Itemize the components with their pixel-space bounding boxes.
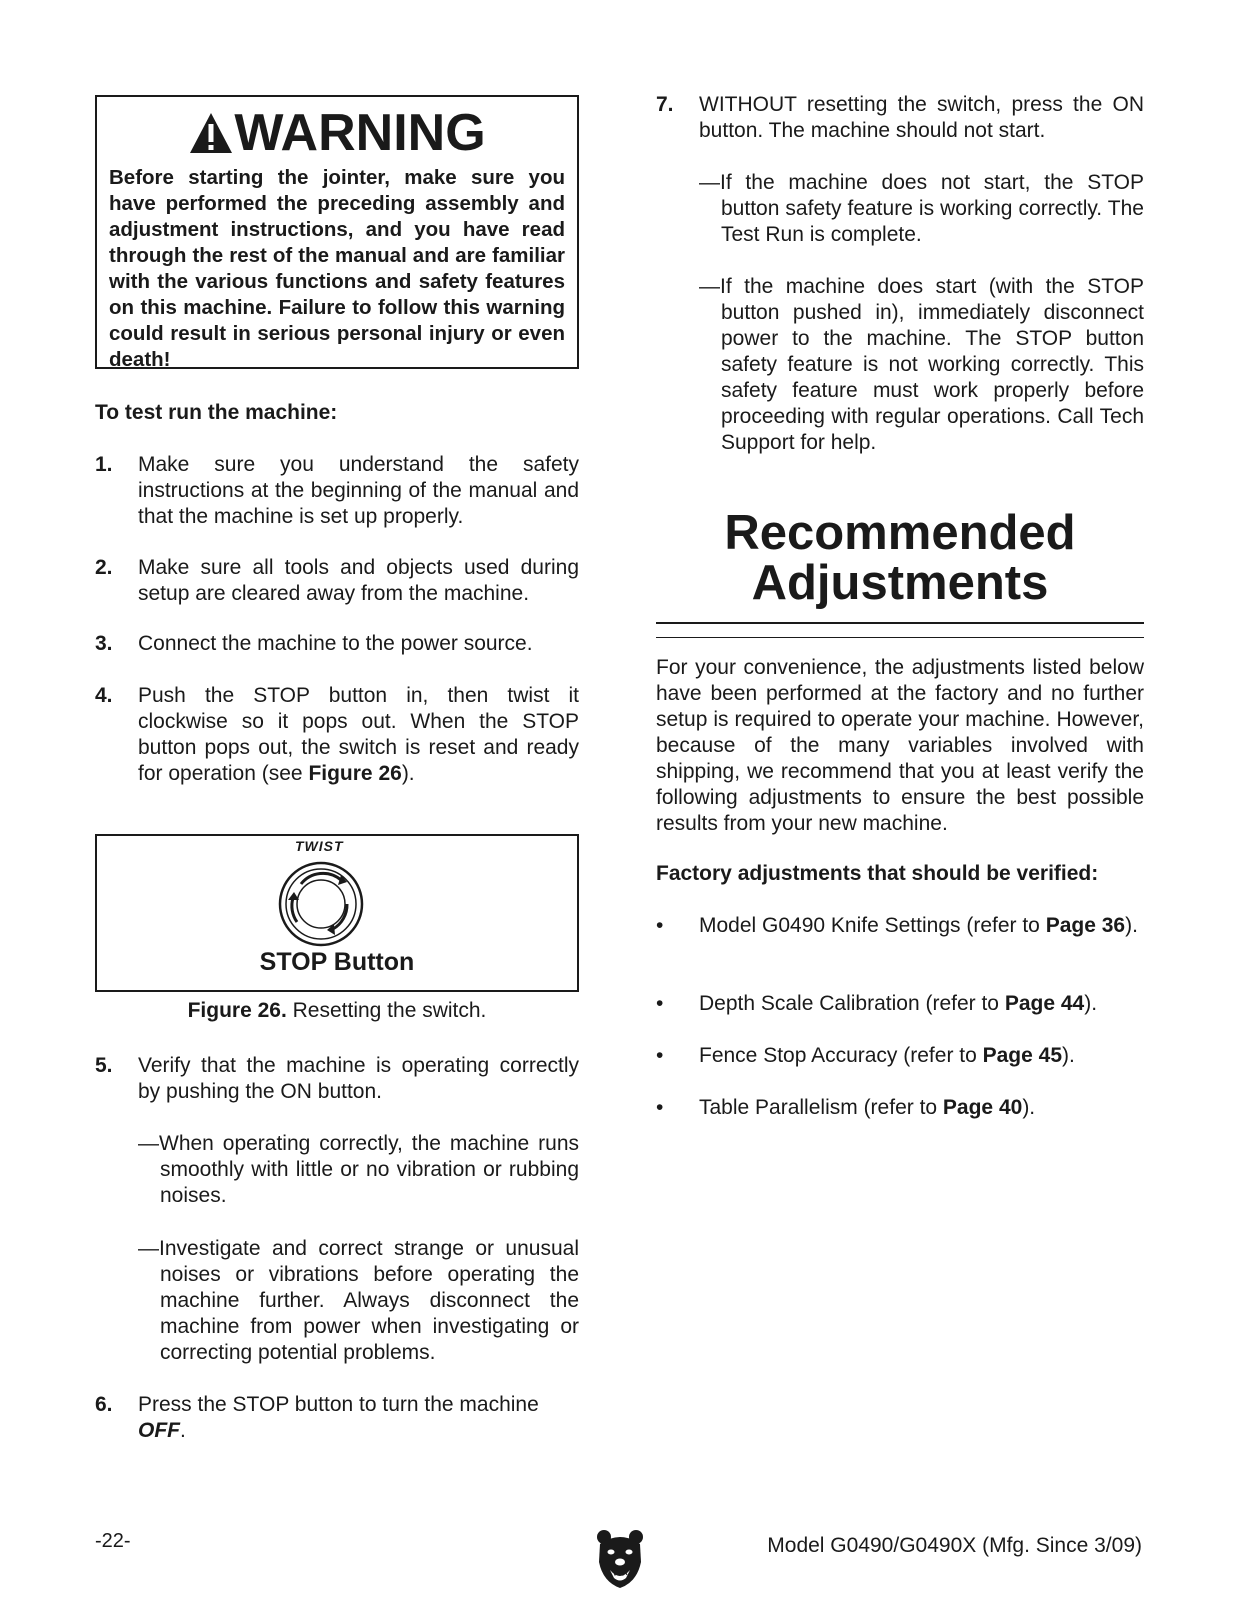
model-info: Model G0490/G0490X (Mfg. Since 3/09) [767,1534,1142,1557]
figure-26 [95,834,579,992]
step-5-note-2: —Investigate and correct strange or unusual noises or vibrations before operating the machine further. Always disconnect the machine from power when investigating or correcting potential problems. [138,1237,579,1364]
step-3 [95,631,579,659]
step-text: WITHOUT resetting the switch, press the ON button. The machine should not start. [699,93,1144,142]
page-reference: Page 44 [1004,992,1085,1015]
step-number: 5. [95,1054,113,1077]
step-number: 4. [95,684,113,707]
step-text: Press the STOP button to turn the machine OFF. [138,1393,539,1442]
figure-reference: Figure 26 [308,762,402,785]
warning-text: Before starting the jointer, make sure you have performed the preceding assembly and adjustment instructions, and you have read through the rest of the manual and are familiar with the various functions and safety features on this machine. Failure to follow this warning could result in serious personal injury or even death! [109,166,565,371]
figure-caption: Figure 26. Resetting the switch. [187,999,487,1022]
step-number: 6. [95,1393,113,1416]
page-reference: Page 45 [982,1044,1063,1067]
step-text: Push the STOP button in, then twist it clockwise so it pops out. When the STOP button pops out, the switch is reset and ready for operation (see Figure 26). [138,684,579,785]
step-4 [95,683,579,789]
step-7 [656,92,1144,146]
step-number: 1. [95,453,113,476]
adjustment-item: • Table Parallelism (refer to Page 40). [656,1096,1036,1119]
adjustment-item: • Model G0490 Knife Settings (refer to Page 36). [656,914,1138,937]
bear-logo-icon [595,1528,645,1590]
test-run-heading: To test run the machine: [95,401,338,424]
factory-adjustments-heading: Factory adjustments that should be verified: [656,862,1099,885]
step-5-note-1: —When operating correctly, the machine runs smoothly with little or no vibration or rubbing noises. [138,1132,579,1207]
section-rule-bottom [656,637,1144,638]
step-7-note-1: —If the machine does not start, the STOP button safety feature is working correctly. The Test Run is complete. [699,171,1144,246]
warning-title: WARNING [234,104,486,162]
page-reference: Page 40 [942,1096,1023,1119]
section-rule-top [656,622,1144,624]
step-5 [95,1053,579,1107]
step-number: 3. [95,632,113,655]
step-2 [95,555,579,609]
step-text: Make sure all tools and objects used during setup are cleared away from the machine. [138,556,579,605]
stop-button-label: STOP Button [259,948,415,976]
step-number: 2. [95,556,113,579]
twist-label: TWIST [295,838,344,854]
stop-button-twist-icon [275,858,367,950]
page-reference: Page 36 [1045,914,1126,937]
step-7-note-2: —If the machine does start (with the STOP button pushed in), immediately disconnect power to the machine. The STOP button safety feature is not working correctly. This safety feature must work properly before proceeding with regular operations. Call Tech Support for help. [699,275,1144,454]
page-number: -22- [95,1530,131,1552]
step-text: Verify that the machine is operating correctly by pushing the ON button. [138,1054,579,1103]
adjustment-item: • Depth Scale Calibration (refer to Page 44). [656,992,1098,1015]
step-number: 7. [656,93,674,116]
step-1 [95,452,579,532]
step-6 [95,1392,579,1446]
warning-header [109,101,565,165]
section-title: Recommended Adjustments [724,506,1076,610]
warning-triangle-icon [188,111,234,155]
warning-box [95,95,579,369]
step-text: Connect the machine to the power source. [138,632,533,655]
adjustment-item: • Fence Stop Accuracy (refer to Page 45). [656,1044,1075,1067]
intro-paragraph: For your convenience, the adjustments listed below have been performed at the factory and no further setup is required to operate your machine. However, because of the many variables involved with shipping, we recommend that you at least verify the following adjustments to ensure the best possible results from your new machine. [656,656,1144,835]
step-text: Make sure you understand the safety instructions at the beginning of the manual and that the machine is set up properly. [138,453,579,528]
